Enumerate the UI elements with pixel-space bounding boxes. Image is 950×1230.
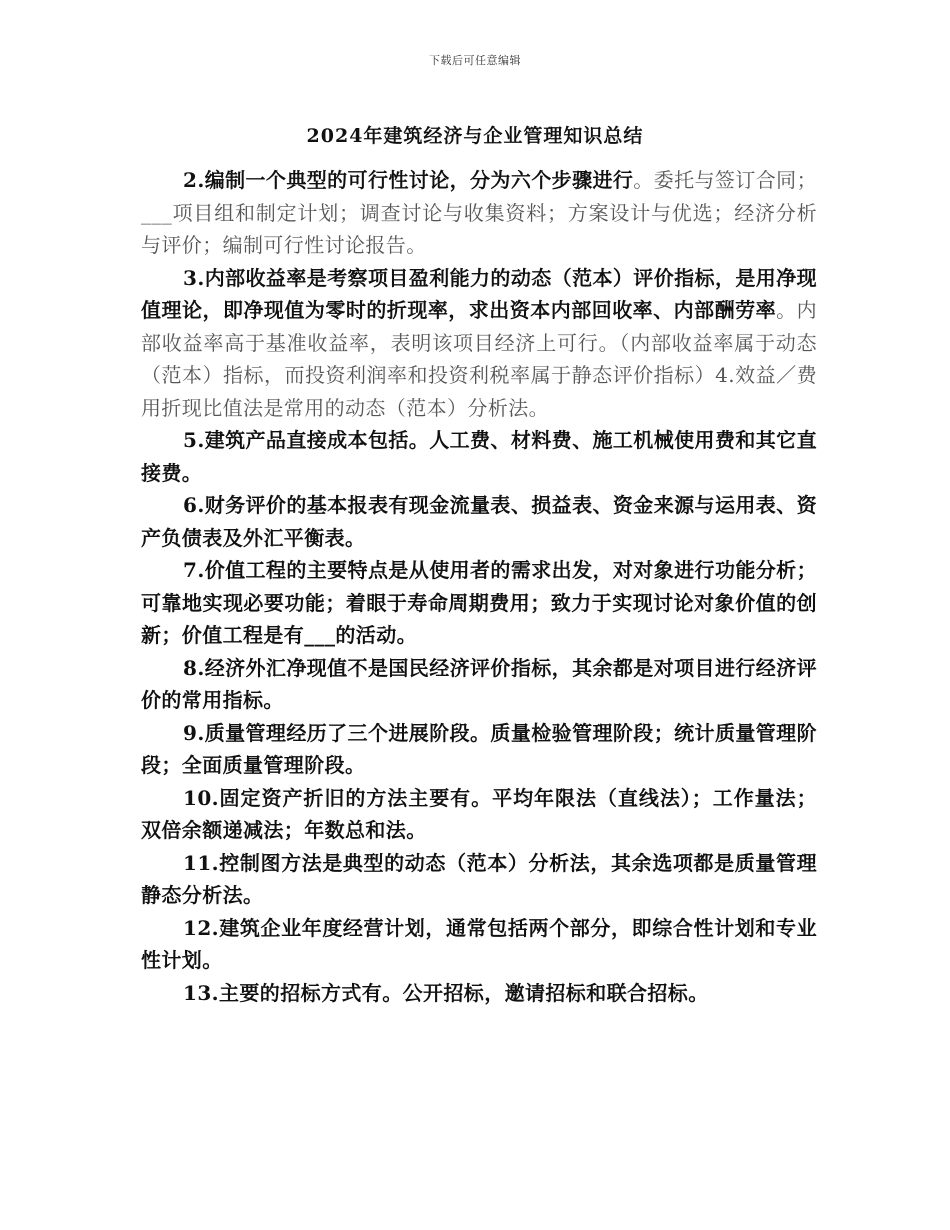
paragraph-6 xyxy=(141,489,817,554)
paragraph-bold-text: 5.建筑产品直接成本包括。人工费、材料费、施工机械使用费和其它直接费。 xyxy=(141,428,817,485)
paragraph-5 xyxy=(141,424,817,489)
paragraph-bold-text: 11.控制图方法是典型的动态（范本）分析法，其余选项都是质量管理静态分析法。 xyxy=(141,850,817,907)
paragraph-7 xyxy=(141,554,817,652)
paragraph-normal-text: 。内部收益率高于基准收益率，表明该项目经济上可行。（内部收益率属于动态（范本）指标，而投资利润率和投资利税率属于静态评价指标）4.效益／费用折现比值法是常用的动态（范本）分析法。 xyxy=(141,298,817,420)
paragraph-bold-text: 13.主要的招标方式有。公开招标，邀请招标和联合招标。 xyxy=(183,980,709,1005)
paragraph-11 xyxy=(141,847,817,912)
paragraph-bold-text: 8.经济外汇净现值不是国民经济评价指标，其余都是对项目进行经济评价的常用指标。 xyxy=(141,655,817,712)
paragraph-normal-text: 。委托与签订合同；___项目组和制定计划；调查讨论与收集资料；方案设计与优选；经济分析与评价；编制可行性讨论报告。 xyxy=(141,168,817,257)
paragraph-2 xyxy=(141,164,817,262)
paragraph-8 xyxy=(141,652,817,717)
page-title: 2024年建筑经济与企业管理知识总结 xyxy=(306,125,644,147)
paragraph-bold-text: 9.质量管理经历了三个进展阶段。质量检验管理阶段；统计质量管理阶段；全面质量管理阶段。 xyxy=(141,720,817,777)
paragraph-10 xyxy=(141,782,817,847)
paragraph-9 xyxy=(141,717,817,782)
paragraph-bold-text: 12.建筑企业年度经营计划，通常包括两个部分，即综合性计划和专业性计划。 xyxy=(141,915,817,972)
paragraph-bold-text: 6.财务评价的基本报表有现金流量表、损益表、资金来源与运用表、资产负债表及外汇平衡表。 xyxy=(141,493,817,550)
page-header: 下载后可任意编辑 xyxy=(429,54,521,67)
paragraph-12 xyxy=(141,912,817,977)
document-body xyxy=(141,164,817,1009)
paragraph-13 xyxy=(141,977,817,1010)
paragraph-bold-text: 7.价值工程的主要特点是从使用者的需求出发，对对象进行功能分析；可靠地实现必要功能；着眼于寿命周期费用；致力于实现讨论对象价值的创新；价值工程是有___的活动。 xyxy=(141,558,817,647)
paragraph-bold-text: 10.固定资产折旧的方法主要有。平均年限法（直线法）；工作量法；双倍余额递减法；年数总和法。 xyxy=(141,785,817,842)
paragraph-bold-text: 3.内部收益率是考察项目盈利能力的动态（范本）评价指标，是用净现值理论，即净现值为零时的折现率，求出资本内部回收率、内部酬劳率 xyxy=(141,265,817,322)
paragraph-3 xyxy=(141,262,817,425)
paragraph-bold-text: 2.编制一个典型的可行性讨论，分为六个步骤进行 xyxy=(183,168,634,192)
